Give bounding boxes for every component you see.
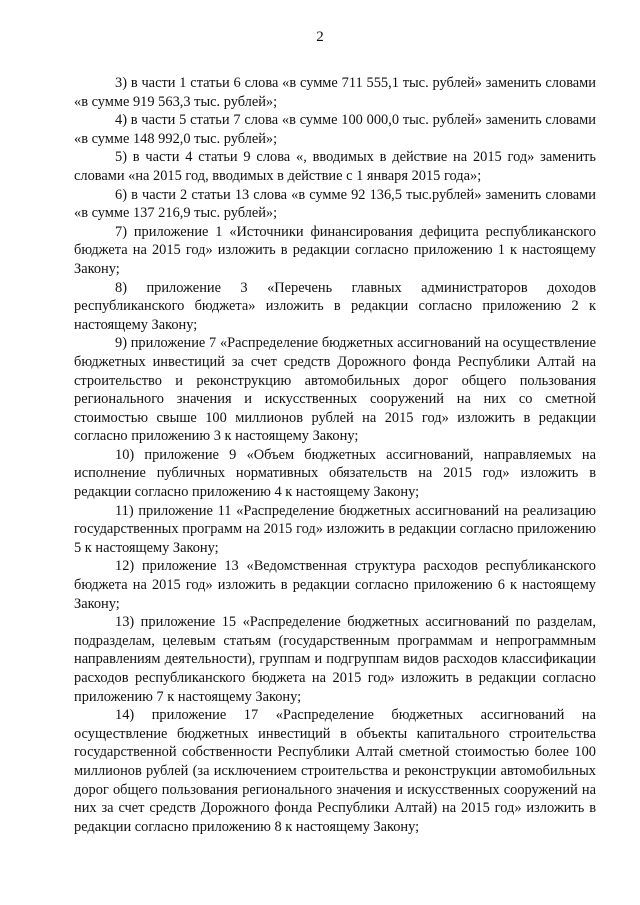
amendment-item-4: 4) в части 5 статьи 7 слова «в сумме 100 000,0 тыс. рублей» заменить словами «в сумме 148 992,0 тыс. рублей»; [74,112,596,147]
amendment-item-9: 9) приложение 7 «Распределение бюджетных ассигнований на осуществление бюджетных инвестиций за счет средств Дорожного фонда Республики Алтай на строительство и реконструкцию автомобильных дорог общего пользования регионального значения и искусственных сооружений на них со сметной стоимостью свыше 100 миллионов рублей на 2015 год» изложить в редакции согласно приложению 3 к настоящему Закону; [74,335,596,445]
document-body [74,74,596,836]
amendment-item-10: 10) приложение 9 «Объем бюджетных ассигнований, направляемых на исполнение публичных нормативных обязательств на 2015 год» изложить в редакции согласно приложению 4 к настоящему Закону; [74,446,596,501]
amendment-item-14: 14) приложение 17 «Распределение бюджетных ассигнований на осуществление бюджетных инвестиций в объекты капитального строительства государственной собственности Республики Алтай сметной стоимостью более 100 миллионов рублей (за исключением строительства и реконструкции автомобильных дорог общего пользования регионального значения и искусственных сооружений на них за счет средств Дорожного фонда Республики Алтай) на 2015 год» изложить в редакции согласно приложению 8 к настоящему Закону; [74,707,596,835]
amendment-item-7: 7) приложение 1 «Источники финансирования дефицита республиканского бюджета на 2015 год» изложить в редакции согласно приложению 1 к настоящему Закону; [74,223,596,277]
amendment-item-11: 11) приложение 11 «Распределение бюджетных ассигнований на реализацию государственных программ на 2015 год» изложить в редакции согласно приложению 5 к настоящему Закону; [74,502,596,556]
amendment-item-3: 3) в части 1 статьи 6 слова «в сумме 711 555,1 тыс. рублей» заменить словами «в сумме 919 563,3 тыс. рублей»; [74,75,596,110]
amendment-item-13: 13) приложение 15 «Распределение бюджетных ассигнований по разделам, подразделам, целевым статьям (государственным программам и непрограммным направлениям деятельности), группам и подгруппам видов расходов классификации расходов республиканского бюджета на 2015 год» изложить в редакции согласно приложению 7 к настоящему Закону; [74,614,596,705]
amendment-item-12: 12) приложение 13 «Ведомственная структура расходов республиканского бюджета на 2015 год» изложить в редакции согласно приложению 6 к настоящему Закону; [74,558,596,612]
amendment-item-8: 8) приложение 3 «Перечень главных администраторов доходов республиканского бюджета» изложить в редакции согласно приложению 2 к настоящему Закону; [74,279,596,333]
amendment-item-5: 5) в части 4 статьи 9 слова «, вводимых в действие на 2015 год» заменить словами «на 2015 год, вводимых в действие с 1 января 2015 года»; [74,149,596,184]
page-number: 2 [316,29,324,45]
amendment-item-6: 6) в части 2 статьи 13 слова «в сумме 92 136,5 тыс.рублей» заменить словами «в сумме 137 216,9 тыс. рублей»; [74,186,596,222]
